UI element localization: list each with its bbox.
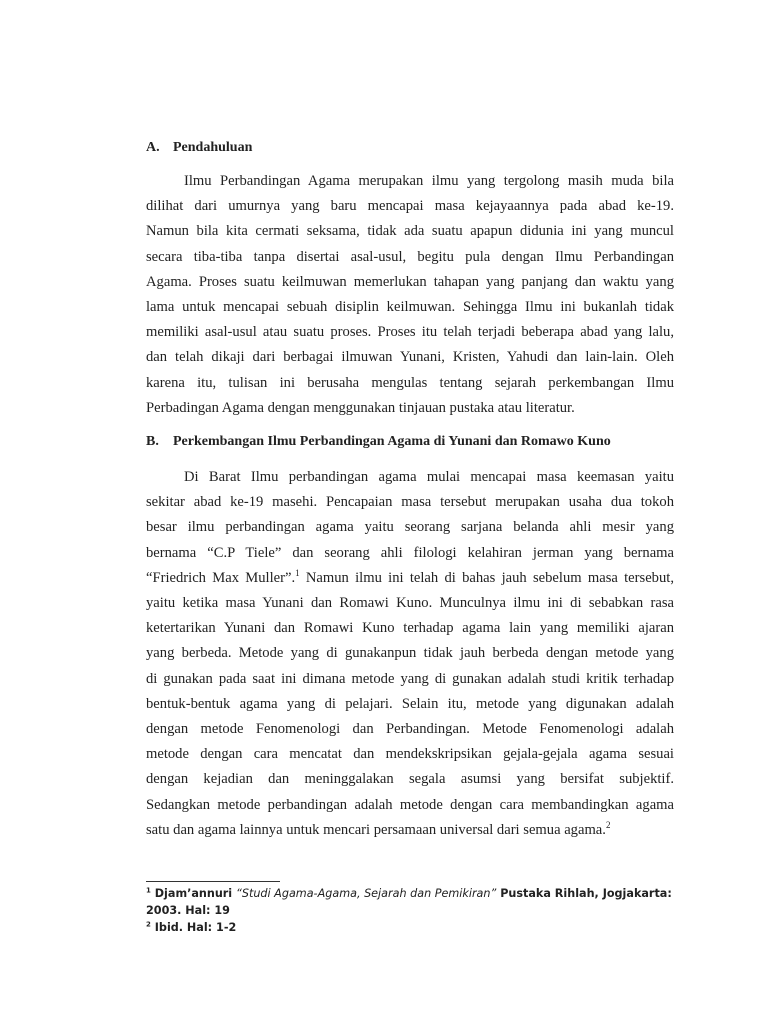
section-b-paragraph xyxy=(146,465,674,843)
footnote-2-text: Ibid. Hal: 1-2 xyxy=(150,921,237,934)
footnote-separator xyxy=(146,881,280,882)
paragraph-line xyxy=(146,818,674,843)
paragraph-line: ketertarikan Yunani dan Romawi Kuno terhadap agama lain yang memiliki ajaran xyxy=(146,620,674,637)
paragraph-line: besar ilmu perbandingan agama yaitu seorang sarjana belanda ahli mesir yang xyxy=(146,519,674,536)
footnote-1-continued: 2003. Hal: 19 xyxy=(146,904,230,917)
paragraph-line: Perbadingan Agama dengan menggunakan tinjauan pustaka atau literatur. xyxy=(146,399,575,416)
paragraph-line: yaitu ketika masa Yunani dan Romawi Kuno. Munculnya ilmu ini di sebabkan rasa xyxy=(146,595,674,612)
paragraph-line: dengan metode Fenomenologi dan Perbandingan. Metode Fenomenologi adalah xyxy=(146,721,674,738)
line-text: Namun ilmu ini telah di bahas jauh sebelum masa tersebut, xyxy=(299,569,674,586)
section-b-heading xyxy=(146,432,611,452)
footnotes xyxy=(146,885,686,936)
paragraph-line: di gunakan pada saat ini dimana metode yang di gunakan adalah studi kritik terhadap xyxy=(146,670,674,687)
footnote-ref-1: 1 xyxy=(295,567,300,578)
paragraph-line: Agama. Proses suatu keilmuwan memerlukan tahapan yang panjang dan waktu yang xyxy=(146,273,674,290)
paragraph-line: bernama “C.P Tiele” dan seorang ahli filologi kelahiran jerman yang bernama xyxy=(146,544,674,561)
line-text: satu dan agama lainnya untuk mencari persamaan universal dari semua agama. xyxy=(146,821,606,838)
paragraph-line: lama untuk mencapai sebuah disiplin keilmuwan. Sehingga Ilmu ini bukanlah tidak xyxy=(146,299,674,316)
paragraph-line: Di Barat Ilmu perbandingan agama mulai mencapai masa keemasan yaitu xyxy=(184,469,674,485)
paragraph-line: dan telah dikaji dari berbagai ilmuwan Yunani, Kristen, Yahudi dan lain-lain. Oleh xyxy=(146,349,674,366)
paragraph-line xyxy=(146,566,674,591)
paragraph-line: dengan kejadian dan meninggalakan segala asumsi yang bersifat subjektif. xyxy=(146,771,674,788)
footnote-1 xyxy=(146,885,686,902)
paragraph-line: secara tiba-tiba tanpa disertai asal-usul, begitu pula dengan Ilmu Perbandingan xyxy=(146,248,674,265)
paragraph-line: Sedangkan metode perbandingan adalah metode dengan cara membandingkan agama xyxy=(146,796,674,813)
section-a-heading xyxy=(146,138,252,158)
section-b-letter: B. xyxy=(146,434,159,449)
footnote-1-title: “Studi Agama-Agama, Sejarah dan Pemikiran” xyxy=(236,887,497,900)
section-a-title: Pendahuluan xyxy=(173,140,253,155)
section-a-letter: A. xyxy=(146,140,160,155)
paragraph-line: yang berbeda. Metode yang di gunakanpun tidak jauh berbeda dengan metode yang xyxy=(146,645,674,662)
section-b-title: Perkembangan Ilmu Perbandingan Agama di Yunani dan Romawo Kuno xyxy=(173,434,611,449)
citation-name: “Friedrich Max Muller”. xyxy=(146,569,296,586)
paragraph-line: metode dengan cara mencatat dan mendekskripsikan gejala-gejala agama sesuai xyxy=(146,746,674,763)
paragraph-line: memiliki asal-usul atau suatu proses. Proses itu telah terjadi beberapa abad yang lalu, xyxy=(146,324,674,341)
footnote-1-number: 1 xyxy=(146,886,151,895)
footnote-1-author: Djam’annuri xyxy=(150,887,237,900)
section-a-paragraph xyxy=(146,169,674,421)
footnote-1-publisher: Pustaka Rihlah, Jogjakarta: xyxy=(496,887,672,900)
paragraph-line: bentuk-bentuk agama yang di pelajari. Selain itu, metode yang digunakan adalah xyxy=(146,695,674,712)
paragraph-line: Ilmu Perbandingan Agama merupakan ilmu yang tergolong masih muda bila xyxy=(184,173,674,189)
paragraph-line: dilihat dari umurnya yang baru mencapai masa kejayaannya pada abad ke-19. xyxy=(146,198,674,215)
paragraph-line: Namun bila kita cermati seksama, tidak ada suatu apapun didunia ini yang muncul xyxy=(146,223,674,240)
footnote-2-number: 2 xyxy=(146,920,151,929)
footnote-2 xyxy=(146,919,686,936)
paragraph-line: karena itu, tulisan ini berusaha mengulas tentang sejarah perkembangan Ilmu xyxy=(146,374,674,391)
paragraph-line: sekitar abad ke-19 masehi. Pencapaian masa tersebut merupakan usaha dua tokoh xyxy=(146,494,674,511)
footnote-ref-2: 2 xyxy=(605,819,611,830)
